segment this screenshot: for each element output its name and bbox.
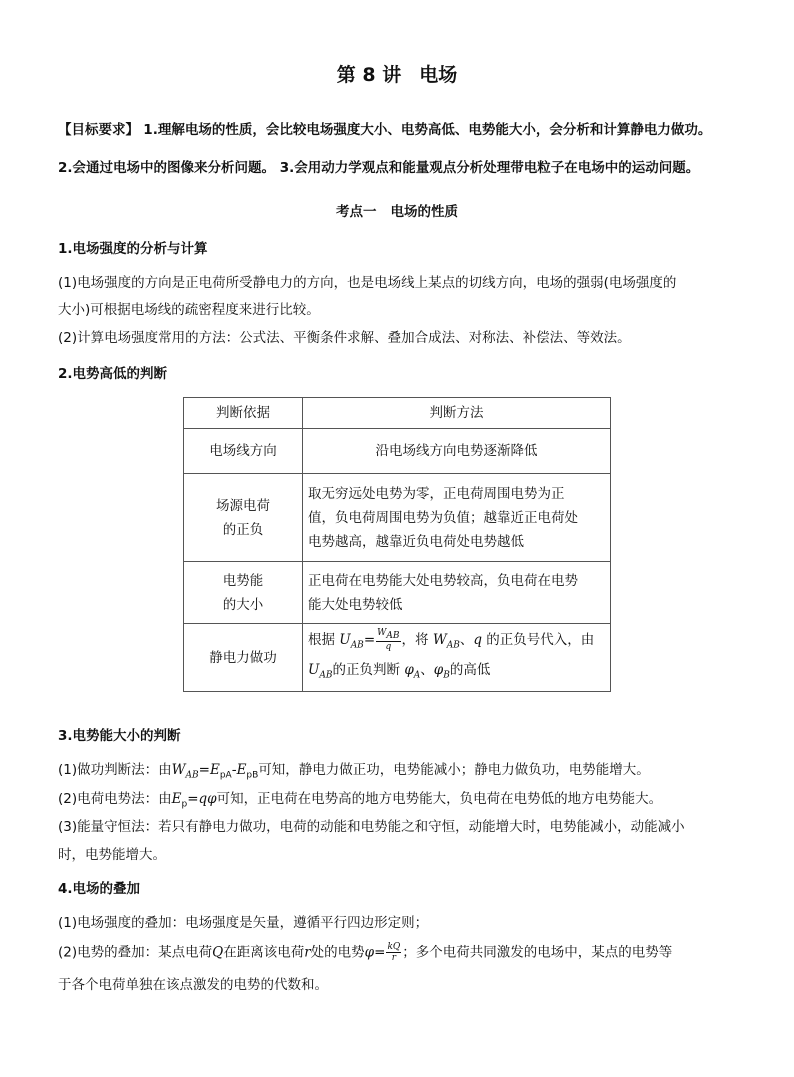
s3-line-3a: (3)能量守恒法：若只有静电力做功，电荷的动能和电势能之和守恒，动能增大时，电势能减小，动能减小 [58,819,685,835]
s1-p1-line1: (1)电场强度的方向是正电荷所受静电力的方向，也是电场线上某点的切线方向，电场的强弱(电场强度的 [58,275,677,291]
header-basis: 判断依据 [184,398,303,429]
wab-over-q-fraction: $\frac{W_{AB}}{q}$ [377,627,400,652]
s3-line-2: (2)电荷电势法：由$E_p=q\varphi$可知，正电荷在电势高的地方电势能大，负电荷在电势低的地方电势能大。 [58,791,663,810]
lecture-number: 第 8 讲 [336,64,402,86]
objective-1: 1.理解电场的性质，会比较电场强度大小、电势高低、电势能大小，会分析和计算静电力做功。 [143,122,712,138]
table-row [184,429,611,474]
s1-p1-line2: 大小)可根据电场线的疏密程度来进行比较。 [58,302,320,318]
method-cell [303,624,611,692]
header-method: 判断方法 [303,398,611,429]
s4-heading: 4.电场的叠加 [58,881,141,897]
section-label: 考点一 [336,204,377,220]
s1-p2: (2)计算电场强度常用的方法：公式法、平衡条件求解、叠加合成法、对称法、补偿法、等效法。 [58,330,631,346]
section-heading [0,200,794,220]
s3-line-1: (1)做功判断法：由$W_{AB}=E_{pA}-E_{pB}$可知，静电力做正功，电势能减小；静电力做负功，电势能增大。 [58,762,650,781]
table-row [184,624,611,692]
section-title: 电场的性质 [390,204,458,220]
basis-cell: 电场线方向 [184,429,303,474]
table-header-row [184,398,611,429]
lecture-topic: 电场 [419,64,458,86]
basis-cell: 静电力做功 [184,624,303,692]
method-cell: 正电荷在电势能大处电势较高，负电荷在电势 能大处电势较低 [303,562,611,624]
method-line-1: 根据 $U_{AB}=$ $\frac{W_{AB}}{q}$ ，将 $W_{AB}$、q 的正负号代入，由 [308,627,595,652]
objectives-line-2: 2.会通过电场中的图像来分析问题。 3.会用动力学观点和能量观点分析处理带电粒子在电场中的运动问题。 [58,160,700,176]
method-cell: 取无穷远处电势为零，正电荷周围电势为正 值，负电荷周围电势为负值；越靠近正电荷处 电势越高，越靠近负电荷处电势越低 [303,474,611,562]
s1-heading: 1.电场强度的分析与计算 [58,241,208,257]
basis-cell: 电势能 的大小 [184,562,303,624]
s3-heading: 3.电势能大小的判断 [58,728,181,744]
page-title [0,60,794,87]
s4-line-1: (1)电场强度的叠加：电场强度是矢量，遵循平行四边形定则； [58,915,429,931]
kq-over-r-fraction: $\frac{kQ}{r}$ [387,942,401,963]
s4-line-3: 于各个电荷单独在该点激发的电势的代数和。 [58,977,328,993]
potential-judgment-table [183,397,611,692]
basis-cell: 场源电荷 的正负 [184,474,303,562]
s4-line-2: (2)电势的叠加：某点电荷Q在距离该电荷r处的电势φ= $\frac{kQ}{r}$ ；多个电荷共同激发的电场中，某点的电势等 [58,942,673,963]
table-row [184,562,611,624]
method-cell: 沿电场线方向电势逐渐降低 [303,429,611,474]
table-row [184,474,611,562]
objectives-line-1 [58,120,711,140]
s2-heading: 2.电势高低的判断 [58,366,168,382]
objectives-label: 【目标要求】 [58,122,139,138]
s3-line-3b: 时，电势能增大。 [58,847,166,863]
method-line-2: $U_{AB}$的正负判断 $\varphi_A$、$\varphi_B$的高低 [308,661,491,681]
